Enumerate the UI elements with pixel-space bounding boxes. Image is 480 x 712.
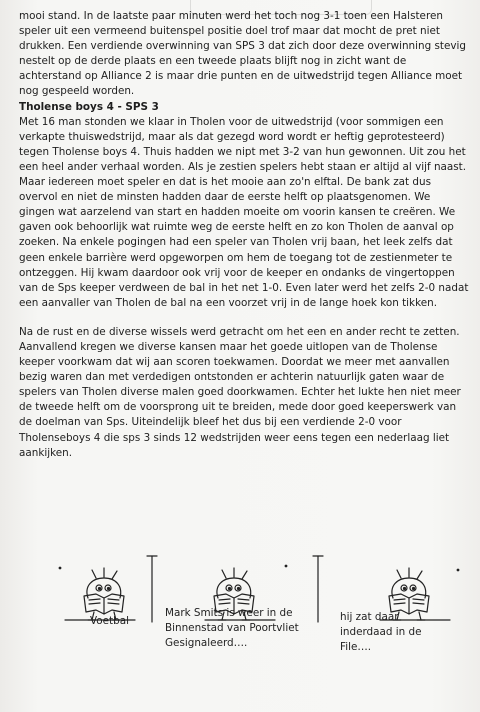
- match-report-paragraph-1: Met 16 man stonden we klaar in Tholen voor de uitwedstrijd (voor sommigen een verkapte thuiswedstrijd, maar als dat gezegd word wordt er heftig geprotesteerd) tegen Tholense boys 4. Thuis hadden we nipt met 3-2 van hun gewonnen. Uit zou het een heel ander verhaal worden. Als je zestien spelers hebt staan er altijd al vijf naast. Maar iedereen moet speler en dat is het mooie aan zo'n elftal. De bank zat dus overvol en niet de minsten hadden daar de eerste helft op plaatsgenomen. We gingen wat aarzelend van start en hadden moeite om voorin kansen te creëren. We gaven ook behoorlijk wat ruimte weg de eerste helft en zo kon Tholen de aanval op zoeken. Na enkele pogingen had een speler van Tholen vrij baan, het leek zelfs dat geen enkele barrière werd opgeworpen om hem de toegang tot de zestienmeter te ontzeggen. Hij kwam daardoor ook vrij voor de keeper en ondanks de vingertoppen van de Sps keeper verdween de bal in het net 1-0. Even later werd het zelfs 2-0 nadat een aanvaller van Tholen de bal na een voorzet vrij in de lange hoek kon tikken.: [19, 115, 469, 309]
- intro-paragraph: mooi stand. In de laatste paar minuten werd het toch nog 3-1 toen een Halsteren speler uit een vermeend buitenspel positie doel trof maar dat mocht de pret niet drukken. Een verdiende overwinning van SPS 3 dat zich door deze overwinning stevig nestelt op de derde plaats en een tweede plaats blijft nog in zicht want de achterstand op Alliance 2 is maar drie punten en de uitwedstrijd tegen Alliance moet nog gespeeld worden.: [19, 10, 467, 98]
- article: [19, 9, 469, 461]
- figure-reading-newspaper-1: [84, 568, 124, 620]
- caption-file: hij zat daar inderdaad in de File….: [340, 611, 422, 653]
- caption-mark-smits: Mark Smits is weer in de Binnenstad van Poortvliet Gesignaleerd….: [165, 607, 299, 649]
- match-heading: Tholense boys 4 - SPS 3: [19, 100, 159, 113]
- match-report-paragraph-2: Na de rust en de diverse wissels werd getracht om het een en ander recht te zetten. Aanvallend kregen we diverse kansen maar het goede uitlopen van de Tholense keeper voorkwam dat wij aan scoren toekwamen. Doordat we meer met aanvallen bezig waren dan met verdedigen ontstonden er achterin natuurlijk gaten waar de spelers van Tholen diverse malen goed doorkwamen. Echter het lukte hen niet meer de tweede helft om de voorsprong uit te breiden, mede door goed keeperswerk van de doelman van Sps. Uiteindelijk bleef het dus bij een verdiende 2-0 voor Tholenseboys 4 die sps 3 sinds 12 wedstrijden weer eens tegen een nederlaag liet aankijken.: [19, 325, 461, 459]
- caption-voetbal: Voetbal: [90, 615, 129, 627]
- cartoon-strip: [0, 548, 480, 712]
